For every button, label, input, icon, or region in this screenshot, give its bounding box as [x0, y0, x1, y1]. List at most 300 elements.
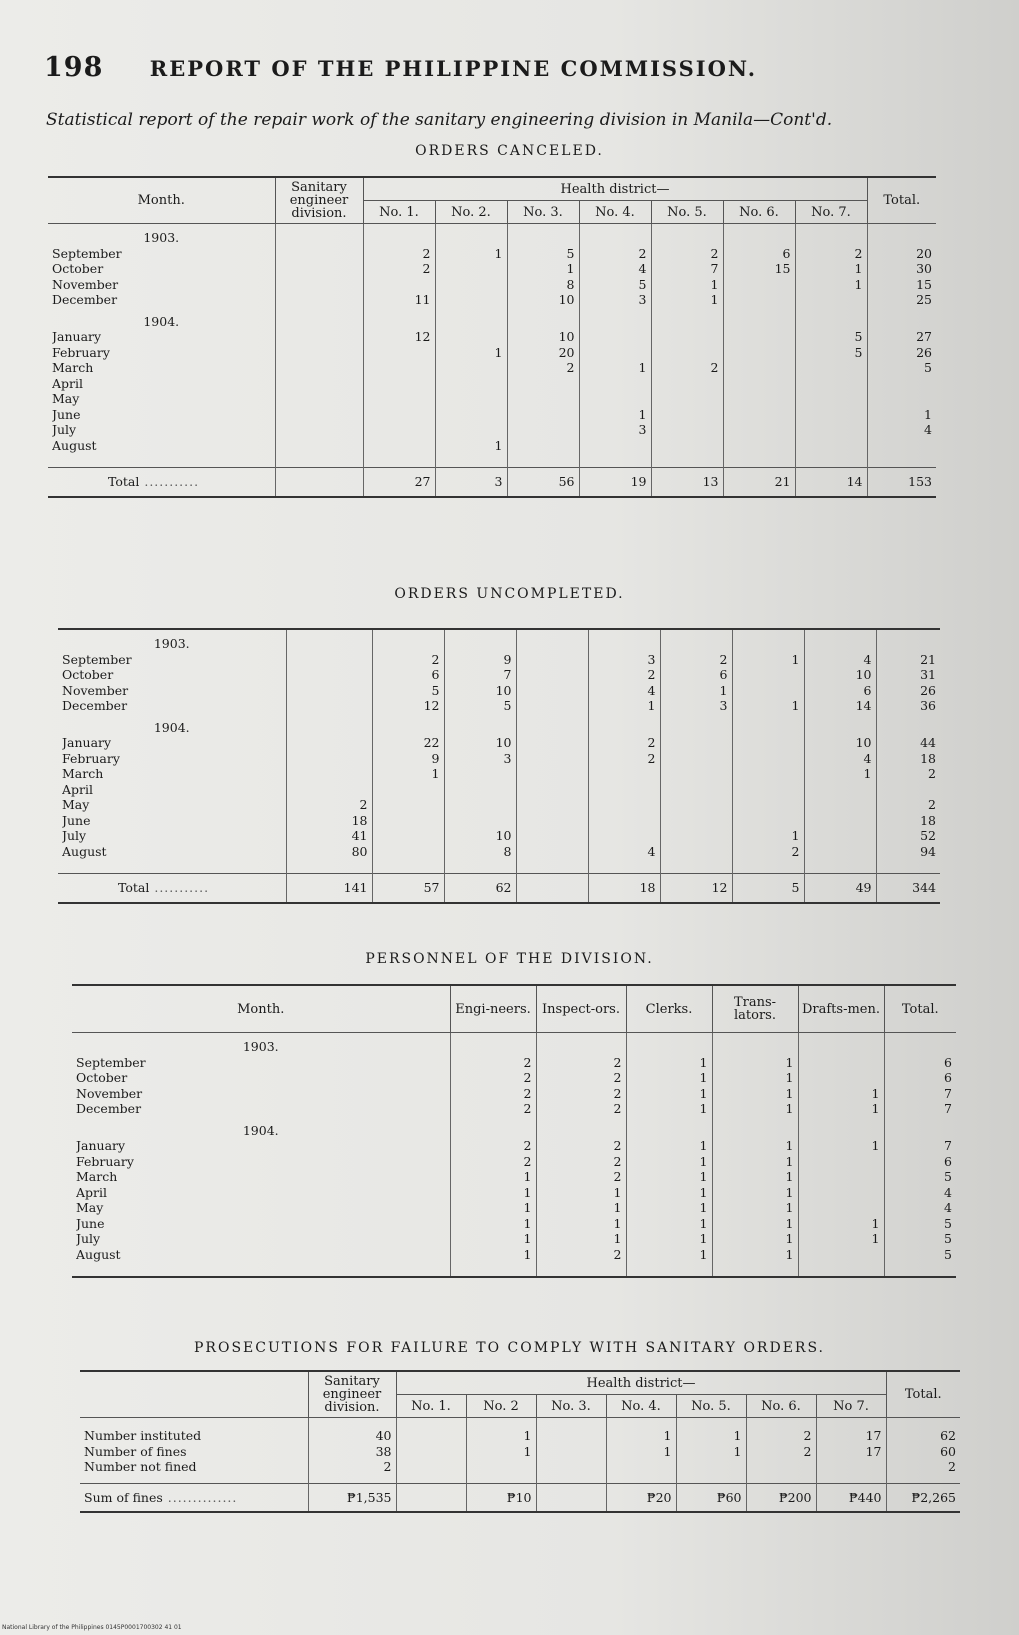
total-cell: 5 [732, 874, 804, 903]
table-cell: 1 [699, 1215, 708, 1231]
spacer [449, 859, 512, 873]
month-label: September [52, 245, 122, 261]
table-cell [280, 261, 359, 277]
table-cell: 1 [871, 1215, 880, 1231]
table-cell: 9 [431, 750, 440, 766]
table-cell: 17 [865, 1428, 882, 1443]
spacer [455, 1262, 532, 1276]
table-cell: 2 [523, 1153, 532, 1169]
month-label: June [76, 1215, 105, 1231]
table-cell [737, 751, 800, 767]
table-cell: 1 [613, 1200, 622, 1215]
table-cell: 2 [613, 1085, 622, 1101]
table-cell [471, 1459, 532, 1475]
table-cell: 4 [647, 682, 656, 698]
year-spacer [593, 714, 656, 736]
table-cell: 1 [785, 1200, 794, 1215]
month-column [58, 629, 286, 874]
table-cell [521, 844, 584, 860]
header-district: No. 4. [579, 201, 651, 224]
year-spacer [809, 630, 872, 652]
table-cell [401, 1459, 462, 1475]
total-cell: 21 [723, 468, 795, 497]
table-cell: 1 [785, 1169, 794, 1184]
table-cell: 4 [647, 843, 656, 859]
data-column [660, 629, 732, 874]
table-cell [280, 438, 359, 454]
month-label: March [76, 1169, 118, 1184]
table-cell: 6 [944, 1070, 952, 1085]
table-cell [593, 797, 656, 813]
table-cell [737, 766, 800, 782]
table-cell: 5 [944, 1231, 952, 1246]
sum-cell [536, 1483, 606, 1512]
table-cell: 7 [944, 1085, 952, 1101]
total-cell: 56 [507, 468, 579, 497]
month-label: June [52, 406, 81, 422]
report-subtitle: Statistical report of the repair work of the sanitary engineering division in Manila—Cont'd. [46, 110, 833, 130]
header-district: No. 2. [435, 201, 507, 224]
year-spacer [377, 714, 440, 736]
month-label: November [62, 682, 129, 698]
orders-canceled-table [48, 176, 936, 498]
table-cell [665, 735, 728, 751]
table-cell [584, 345, 647, 361]
table-cell: 5 [638, 276, 647, 292]
month-label: March [52, 360, 94, 375]
total-cell: 27 [363, 468, 435, 497]
table-cell: 2 [359, 797, 368, 812]
table-cell [665, 782, 728, 798]
table-cell [728, 438, 791, 454]
table-cell: 1 [791, 651, 800, 667]
header-district: No. 1. [396, 1395, 466, 1418]
table-cell [800, 360, 863, 376]
table-cell [665, 828, 728, 844]
data-column [746, 1418, 816, 1484]
header-district: No. 3. [507, 201, 579, 224]
table-cell [280, 329, 359, 345]
table-cell [521, 698, 584, 714]
table-cell: 5 [854, 329, 863, 344]
table-cell [449, 813, 512, 829]
table-cell [803, 1185, 880, 1201]
sum-cell: ₱200 [746, 1483, 816, 1512]
table-cell [681, 1459, 742, 1475]
table-cell: 21 [920, 651, 936, 667]
year-spacer [455, 1117, 532, 1139]
data-column [816, 1418, 886, 1484]
table-cell [291, 667, 368, 683]
header-engineers: Engi-neers. [450, 985, 536, 1033]
table-cell: 1 [924, 406, 932, 422]
table-cell [401, 1444, 462, 1460]
table-cell: 10 [855, 735, 872, 750]
month-label: January [76, 1138, 126, 1153]
month-label: February [76, 1153, 134, 1169]
month-label: December [62, 698, 128, 713]
table-cell [800, 407, 863, 423]
month-label: April [52, 375, 83, 391]
total-label: Total ........... [58, 874, 286, 903]
table-cell: 2 [647, 750, 656, 766]
table-cell: 1 [638, 360, 647, 375]
total-row [58, 874, 940, 903]
spacer [52, 453, 271, 467]
table-cell [377, 782, 440, 798]
table-cell: 10 [495, 828, 512, 843]
table-cell: 1 [785, 1153, 794, 1169]
table-cell [291, 766, 368, 782]
header-draftsmen: Drafts-men. [798, 985, 884, 1033]
orders-uncompleted-table [58, 628, 940, 904]
table-cell [737, 667, 800, 683]
total-cell [275, 468, 363, 497]
table-cell [280, 277, 359, 293]
table-cell [611, 1459, 672, 1475]
table-cell: 2 [803, 1428, 812, 1443]
month-label: July [62, 828, 87, 843]
table-cell: 5 [566, 245, 575, 261]
table-cell: 1 [494, 437, 503, 453]
table-cell [280, 391, 359, 407]
table-cell: 1 [699, 1070, 708, 1085]
table-cell: 1 [663, 1428, 672, 1443]
year-spacer [368, 308, 431, 330]
year-spacer [449, 630, 512, 652]
table-cell [728, 407, 791, 423]
table-cell: 22 [423, 735, 440, 750]
table-cell: 18 [351, 812, 368, 828]
table-cell: 4 [924, 422, 932, 437]
table-cell: 6 [944, 1054, 952, 1070]
total-cell: 49 [804, 874, 876, 903]
spacer [512, 453, 575, 467]
table-cell: 1 [523, 1215, 532, 1231]
table-body [72, 1033, 956, 1278]
table-cell: 1 [699, 1054, 708, 1070]
table-cell [728, 345, 791, 361]
table-cell: 2 [613, 1070, 622, 1085]
table-cell: 1 [785, 1101, 794, 1116]
table-cell: 2 [613, 1138, 622, 1153]
table-cell: 1 [854, 276, 863, 292]
year-spacer [541, 1117, 622, 1139]
table-cell: 1 [871, 1138, 880, 1153]
spacer [377, 859, 440, 873]
data-column [588, 629, 660, 874]
spacer [803, 1262, 880, 1276]
month-column [72, 1033, 450, 1278]
table-cell [440, 407, 503, 423]
header-district: No. 4. [606, 1395, 676, 1418]
table-cell: 5 [431, 682, 440, 698]
page-header [44, 52, 757, 83]
year-spacer [291, 714, 368, 736]
table-cell: 1 [699, 1184, 708, 1200]
month-label: January [52, 329, 102, 344]
table-cell: 1 [785, 1085, 794, 1101]
table-cell [728, 360, 791, 376]
table-cell [280, 422, 359, 438]
sum-cell: ₱1,535 [308, 1483, 396, 1512]
table-cell: 1 [871, 1231, 880, 1246]
table-cell: 2 [523, 1138, 532, 1153]
table-cell [449, 782, 512, 798]
table-cell: 12 [414, 329, 431, 344]
data-column [886, 1418, 960, 1484]
spacer [717, 1262, 794, 1276]
table-cell: 12 [423, 698, 440, 713]
month-label: August [62, 843, 107, 859]
table-cell [800, 438, 863, 454]
header-inspectors: Inspect-ors. [536, 985, 626, 1033]
header-district: No. 3. [536, 1395, 606, 1418]
table-cell [737, 683, 800, 699]
table-cell [521, 782, 584, 798]
table-cell: 14 [855, 698, 872, 713]
year-label: 1903. [143, 230, 180, 245]
table-cell: 41 [351, 828, 368, 843]
table-cell [512, 407, 575, 423]
total-cell: 13 [651, 468, 723, 497]
table-cell [737, 813, 800, 829]
table-cell [872, 376, 933, 392]
table-cell [665, 797, 728, 813]
table-cell [728, 376, 791, 392]
month-label: November [76, 1085, 143, 1101]
table-cell [872, 391, 933, 407]
table-cell: 2 [613, 1169, 622, 1184]
table-cell: 2 [383, 1459, 392, 1474]
total-cell: 3 [435, 468, 507, 497]
year-spacer [584, 224, 647, 246]
table-cell [737, 782, 800, 798]
table-cell: 5 [924, 360, 932, 375]
table-cell: 1 [699, 1153, 708, 1169]
table-cell: 60 [940, 1443, 956, 1459]
year-spacer [291, 630, 368, 652]
table-cell: 31 [920, 667, 936, 682]
data-column [516, 629, 588, 874]
data-column [798, 1033, 884, 1278]
year-spacer [872, 224, 933, 246]
table-cell: 10 [495, 682, 512, 698]
table-cell: 27 [916, 329, 932, 344]
header-sanitary-division: Sanitary engineer division. [275, 177, 363, 224]
header-month: Month. [48, 177, 275, 224]
year-spacer [631, 1117, 708, 1139]
year-spacer [872, 308, 933, 330]
data-column [876, 629, 940, 874]
month-label: September [62, 651, 132, 667]
year-spacer [280, 224, 359, 246]
table-cell [656, 422, 719, 438]
year-spacer [803, 1033, 880, 1055]
month-label: April [76, 1184, 107, 1200]
data-column [626, 1033, 712, 1278]
year-spacer [809, 714, 872, 736]
sum-cell [396, 1483, 466, 1512]
year-spacer [584, 308, 647, 330]
table-cell: 1 [613, 1215, 622, 1231]
header-translators: Trans-lators. [712, 985, 798, 1033]
table-cell: 1 [785, 1070, 794, 1085]
year-spacer [800, 308, 863, 330]
table-cell [440, 292, 503, 308]
table-cell: 1 [699, 1246, 708, 1262]
spacer [800, 453, 863, 467]
table-cell: 1 [733, 1443, 742, 1459]
table-cell: 1 [699, 1138, 708, 1153]
table-cell: 6 [944, 1153, 952, 1169]
prosecutions-table [80, 1370, 960, 1513]
total-cell: 19 [579, 468, 651, 497]
table-cell [665, 844, 728, 860]
table-cell: 15 [774, 261, 791, 276]
table-cell: 2 [523, 1070, 532, 1085]
table-cell: 6 [782, 245, 791, 261]
sum-of-fines-row [80, 1483, 960, 1512]
table-cell: 1 [719, 682, 728, 698]
data-column [884, 1033, 956, 1278]
table-cell [541, 1444, 602, 1460]
data-column [396, 1418, 466, 1484]
table-cell: 1 [791, 828, 800, 843]
header-total: Total. [867, 177, 936, 224]
table-cell [368, 407, 431, 423]
spacer [809, 859, 872, 873]
spacer [521, 859, 584, 873]
year-spacer [665, 630, 728, 652]
table-cell [280, 246, 359, 262]
spacer [631, 1262, 708, 1276]
table-cell: 2 [928, 797, 936, 812]
header-district: No. 5. [676, 1395, 746, 1418]
section-title-personnel: PERSONNEL OF THE DIVISION. [365, 951, 654, 967]
data-column [308, 1418, 396, 1484]
data-column [286, 629, 372, 874]
table-cell [368, 360, 431, 376]
total-cell: 62 [444, 874, 516, 903]
year-spacer [800, 224, 863, 246]
table-cell [512, 422, 575, 438]
table-cell [656, 407, 719, 423]
month-label: May [76, 1200, 104, 1215]
table-cell [401, 1428, 462, 1444]
month-label: July [76, 1231, 101, 1246]
year-label: 1904. [143, 313, 180, 329]
table-cell: 2 [523, 1085, 532, 1101]
data-column [435, 224, 507, 468]
table-cell [449, 766, 512, 782]
table-cell: 1 [791, 698, 800, 713]
table-cell [541, 1459, 602, 1475]
table-cell [800, 376, 863, 392]
table-cell: 11 [414, 292, 431, 307]
table-cell [291, 698, 368, 714]
table-cell: 6 [431, 667, 440, 682]
header-district: No. 7. [795, 201, 867, 224]
table-cell: 94 [920, 843, 936, 859]
spacer [656, 453, 719, 467]
table-cell: 2 [803, 1443, 812, 1459]
sum-cell: ₱440 [816, 1483, 886, 1512]
table-cell: 2 [566, 360, 575, 375]
table-cell: 7 [710, 261, 719, 276]
table-cell [737, 797, 800, 813]
year-spacer [656, 224, 719, 246]
table-cell: 2 [928, 766, 936, 781]
spacer [593, 859, 656, 873]
table-cell: 2 [854, 245, 863, 261]
year-spacer [889, 1033, 953, 1055]
table-cell [593, 813, 656, 829]
sum-label: Sum of fines .............. [80, 1483, 308, 1512]
header-sanitary-division: Sanitary engineer division. [308, 1371, 396, 1418]
year-spacer [512, 308, 575, 330]
table-cell [872, 438, 933, 454]
table-cell [368, 391, 431, 407]
table-cell [803, 1070, 880, 1086]
table-cell: 2 [613, 1054, 622, 1070]
month-label: December [52, 292, 118, 307]
data-column [536, 1418, 606, 1484]
month-label: November [52, 276, 119, 292]
table-cell: 4 [863, 750, 872, 766]
table-cell: 10 [558, 292, 575, 307]
spacer [665, 859, 728, 873]
row-label-column [80, 1418, 308, 1484]
table-cell: 10 [495, 735, 512, 750]
table-cell [291, 782, 368, 798]
year-spacer [656, 308, 719, 330]
table-cell: 2 [710, 245, 719, 261]
table-cell: 5 [854, 344, 863, 360]
table-cell [809, 797, 872, 813]
table-cell [512, 391, 575, 407]
table-cell: 40 [375, 1428, 392, 1443]
table-cell: 20 [916, 245, 932, 261]
table-cell [809, 844, 872, 860]
table-cell: 4 [944, 1200, 952, 1215]
spacer [291, 859, 368, 873]
table-cell: 20 [558, 344, 575, 360]
month-label: May [62, 797, 90, 812]
total-cell: 18 [588, 874, 660, 903]
table-cell: 1 [871, 1101, 880, 1116]
table-cell: 1 [523, 1246, 532, 1262]
month-label: July [52, 422, 77, 437]
table-cell [737, 735, 800, 751]
header-district: No. 6. [723, 201, 795, 224]
year-spacer [440, 308, 503, 330]
table-cell: 2 [523, 1101, 532, 1116]
section-title-prosecutions: PROSECUTIONS FOR FAILURE TO COMPLY WITH SANITARY ORDERS. [194, 1340, 825, 1356]
section-title-canceled: ORDERS CANCELED. [415, 143, 604, 159]
month-label: October [52, 261, 104, 276]
table-cell [377, 797, 440, 813]
table-cell: 17 [865, 1443, 882, 1459]
table-cell: 3 [638, 422, 647, 437]
page-number: 198 [44, 52, 104, 83]
year-spacer [280, 308, 359, 330]
spacer [737, 859, 800, 873]
table-cell: 5 [944, 1246, 952, 1262]
row-label: Number of fines [84, 1443, 187, 1459]
table-cell [521, 751, 584, 767]
table-cell: 1 [523, 1443, 532, 1459]
